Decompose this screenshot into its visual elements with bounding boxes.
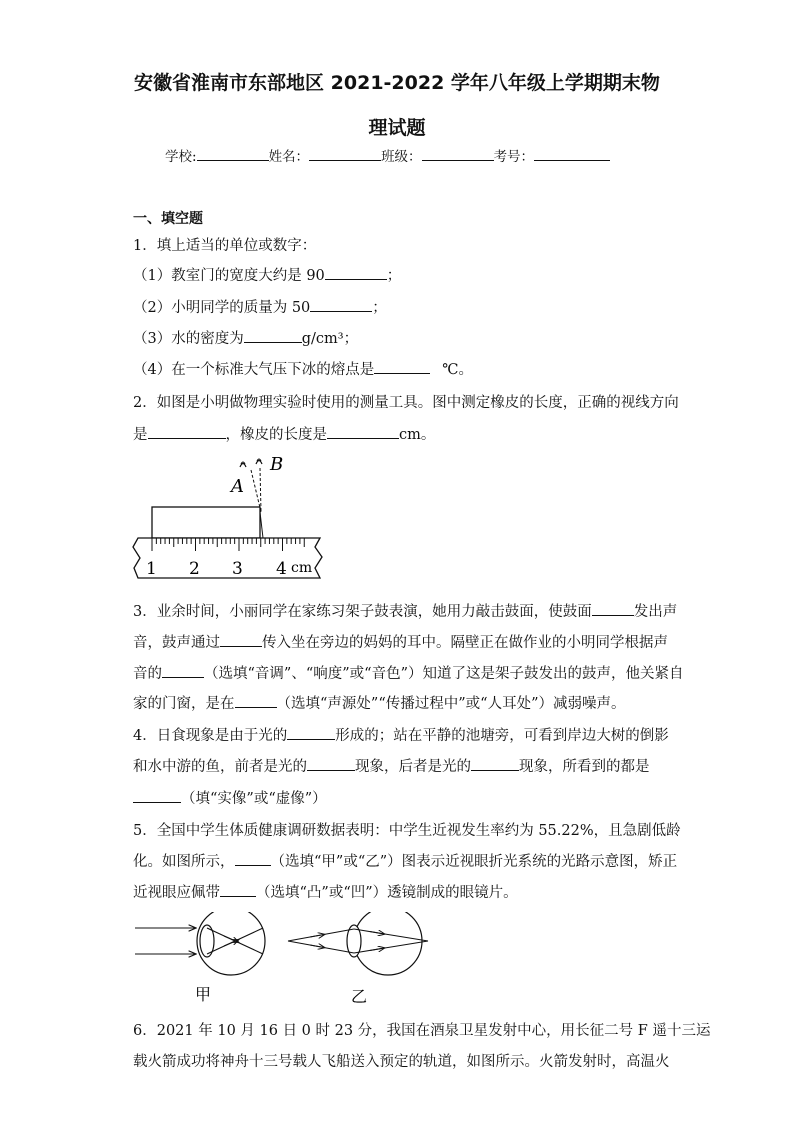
q4-line2: [133, 755, 650, 776]
label-jia: 甲: [195, 985, 212, 1004]
name-field[interactable]: [309, 146, 381, 161]
ruler-figure: [130, 450, 330, 586]
q4-line2-mid: 现象，后者是光的: [355, 759, 471, 775]
q3-blank-2[interactable]: [220, 632, 262, 647]
eye-a-icon: [240, 462, 246, 467]
class-field[interactable]: [422, 146, 494, 161]
id-field[interactable]: [534, 146, 610, 161]
q1-part1-end: ；: [386, 268, 402, 284]
q5-line1: 5．全国中学生体质健康调研数据表明：中学生近视发生率约为 55.22%，且急剧低龄: [133, 823, 681, 839]
q2-blank-length[interactable]: [327, 424, 399, 439]
q2-line2-end: cm。: [399, 427, 436, 443]
label-a: A: [231, 476, 244, 497]
q3-line1-text: 3．业余时间，小丽同学在家练习架子鼓表演，她用力敲击鼓面，使鼓面: [133, 604, 592, 620]
q4-line1-text: 4．日食现象是由于光的: [133, 728, 288, 744]
q4-line3: [133, 787, 327, 808]
id-label: 考号：: [493, 149, 535, 165]
q3-blank-3[interactable]: [162, 663, 204, 678]
q1-part2-text: （2）小明同学的质量为 50: [133, 300, 311, 316]
q5-line2: [133, 850, 677, 871]
q1-part4: [133, 358, 473, 379]
q3-line2: [133, 631, 668, 652]
q4-blank-2[interactable]: [307, 756, 355, 771]
eye-diagram-yi: [288, 912, 428, 975]
q2-line1: 2．如图是小明做物理实验时使用的测量工具。图中测定橡皮的长度，正确的视线方向: [133, 395, 679, 411]
q5-line3-end: （选填“凸”或“凹”）透镜制成的眼镜片。: [256, 885, 518, 901]
q1-part3-end: g/cm³；: [301, 331, 359, 347]
eye-diagram-jia: [135, 912, 265, 975]
q5-line3: [133, 881, 518, 902]
ruler-tick-label-4: 4: [276, 559, 287, 579]
eraser-block: [152, 507, 260, 538]
q3-blank-4[interactable]: [235, 693, 277, 708]
ruler-tick-label-2: 2: [189, 559, 200, 579]
q1-part2-blank[interactable]: [310, 297, 372, 312]
q4-line1-end: 形成的；站在平静的池塘旁，可看到岸边大树的倒影: [335, 728, 669, 744]
student-info-line: [165, 145, 610, 165]
q3-line4-text: 家的门窗，是在: [133, 696, 235, 712]
q6-line1: 6．2021 年 10 月 16 日 0 时 23 分，我国在酒泉卫星发射中心，用长征二号 F 遥十三运: [133, 1023, 711, 1039]
q1-part1: [133, 264, 401, 285]
label-b: B: [270, 454, 284, 475]
q1-part2: [133, 296, 387, 317]
ruler-tick-label-1: 1: [146, 559, 157, 579]
q6-line2: 载火箭成功将神舟十三号载人飞船送入预定的轨道，如图所示。火箭发射时，高温火: [133, 1054, 670, 1070]
name-label: 姓名：: [268, 149, 310, 165]
q1-part3-text: （3）水的密度为: [133, 331, 244, 347]
q2-line2-mid: ，橡皮的长度是: [225, 427, 327, 443]
q2-line2: [133, 423, 435, 444]
eye-diagrams: [130, 912, 440, 1008]
label-yi: 乙: [351, 987, 368, 1006]
class-label: 班级：: [381, 149, 422, 165]
q3-line3: [133, 662, 683, 683]
q3-line3-end: （选填“音调”、“响度”或“音色”）知道了这是架子鼓发出的鼓声，他关紧自: [204, 666, 684, 682]
q4-line1: [133, 724, 669, 745]
sight-line-b: [260, 468, 261, 512]
q1-part3-blank[interactable]: [244, 328, 302, 343]
q4-line2-text: 和水中游的鱼，前者是光的: [133, 759, 307, 775]
q4-blank-4[interactable]: [133, 788, 181, 803]
q1-stem: 1．填上适当的单位或数字：: [133, 238, 317, 254]
q3-line4-end: （选填“声源处”“传播过程中”或“人耳处”）减弱噪声。: [276, 696, 626, 712]
q4-blank-1[interactable]: [287, 725, 335, 740]
q5-line2-end: （选填“甲”或“乙”）图表示近视眼折光系统的光路示意图，矫正: [270, 854, 678, 870]
q1-part3: [133, 327, 358, 348]
q3-line3-text: 音的: [133, 666, 162, 682]
q4-blank-3[interactable]: [471, 756, 519, 771]
ruler-tick-label-3: 3: [232, 559, 243, 579]
q4-line3-end: （填“实像”或“虚像”）: [181, 791, 327, 807]
q5-blank-2[interactable]: [220, 882, 256, 897]
school-label: 学校:: [165, 149, 197, 165]
q1-part1-blank[interactable]: [325, 265, 387, 280]
q3-line2-end: 传入坐在旁边的妈妈的耳中。隔壁正在做作业的小明同学根据声: [262, 635, 668, 651]
sight-line-a: [251, 470, 261, 512]
q1-part4-end: ℃。: [442, 362, 473, 378]
q5-blank-1[interactable]: [235, 851, 271, 866]
document-title-line2: 理试题: [368, 117, 426, 139]
q5-line3-text: 近视眼应佩带: [133, 885, 220, 901]
q2-line2-start: 是: [133, 427, 148, 443]
q3-line1: [133, 600, 677, 621]
q1-part1-text: （1）教室门的宽度大约是 90: [133, 268, 325, 284]
q1-part4-text: （4）在一个标准大气压下冰的熔点是: [133, 362, 375, 378]
document-title-line1: 安徽省淮南市东部地区 2021-2022 学年八年级上学期期末物: [134, 72, 660, 94]
q3-line1-end: 发出声: [633, 604, 678, 620]
q3-line4: [133, 692, 625, 713]
q1-part4-blank[interactable]: [374, 359, 430, 374]
q2-blank-direction[interactable]: [148, 424, 226, 439]
eye-b-icon: [256, 459, 262, 464]
q1-part2-end: ；: [372, 300, 387, 316]
ruler-unit: cm: [291, 560, 313, 576]
q4-line2-end: 现象，所看到的都是: [519, 759, 650, 775]
school-field[interactable]: [197, 146, 269, 161]
section-heading: 一、填空题: [133, 211, 203, 227]
q3-line2-text: 音，鼓声通过: [133, 635, 220, 651]
q3-blank-1[interactable]: [592, 601, 634, 616]
q5-line2-text: 化。如图所示，: [133, 854, 235, 870]
